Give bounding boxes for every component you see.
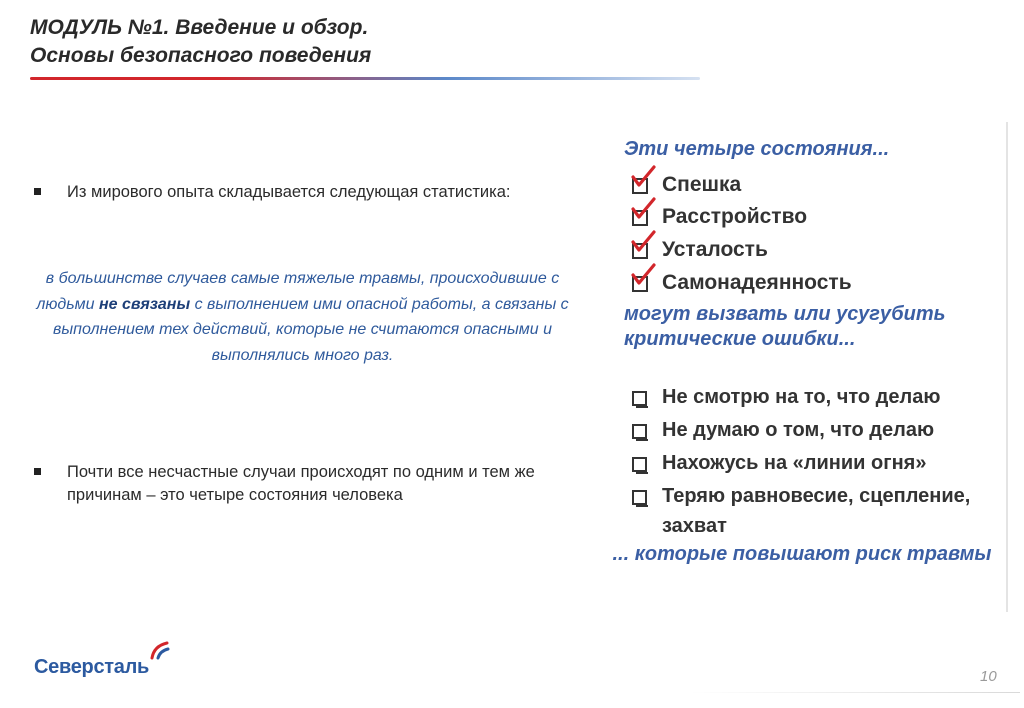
- state-label: Самонадеянность: [662, 271, 852, 294]
- error-item: [632, 382, 940, 412]
- error-item: [632, 415, 934, 445]
- slide-title: [30, 14, 371, 70]
- bullet-square-icon: [34, 188, 41, 195]
- bullet-square-icon: [34, 468, 41, 475]
- state-label: Спешка: [662, 173, 742, 196]
- error-label: Не думаю о том, что делаю: [662, 419, 935, 441]
- state-item: [632, 235, 768, 265]
- error-label: Нахожусь на «линии огня»: [662, 452, 927, 474]
- empty-checkbox-icon: [632, 490, 647, 505]
- title-underline: [30, 77, 700, 80]
- states-panel: [612, 122, 1008, 612]
- slide-title-line2: Основы безопасного поведения: [30, 44, 372, 67]
- statistics-quote: [20, 266, 585, 368]
- page-number: 10: [980, 668, 997, 685]
- error-item: [632, 448, 926, 478]
- bullet-statistics: [34, 181, 564, 204]
- panel-middle-text: могут вызвать или усугубить критические ошибки...: [624, 303, 946, 350]
- error-item: [632, 481, 992, 541]
- bullet-statistics-text: Из мирового опыта складывается следующая статистика:: [67, 183, 511, 201]
- empty-checkbox-icon: [632, 457, 647, 472]
- state-item: [632, 202, 807, 232]
- logo-text: Северсталь: [34, 656, 149, 678]
- footer-rule: [690, 692, 1020, 693]
- bullet-four-states: [34, 461, 564, 507]
- checkmark-icon: [630, 196, 658, 224]
- bullet-four-states-text: Почти все несчастные случаи происходят по одним и тем же причинам – это четыре состояния человека: [67, 463, 535, 504]
- state-label: Усталость: [662, 238, 768, 261]
- panel-footer-text: ... которые повышают риск травмы: [612, 543, 992, 565]
- checkmark-icon: [630, 229, 658, 257]
- quote-part1: в большинстве случаев самые тяжелые травмы, происходившие с людьми: [36, 270, 560, 313]
- checkmark-icon: [630, 164, 658, 192]
- quote-part2: с выполнением ими опасной работы, а связаны с выполнением тех действий, которые не считаются опасными и выполнялись много раз.: [53, 295, 569, 364]
- panel-heading: Эти четыре состояния...: [624, 138, 890, 160]
- checkmark-icon: [630, 262, 658, 290]
- empty-checkbox-icon: [632, 391, 647, 406]
- quote-emphasis: не связаны: [98, 295, 191, 313]
- slide-title-line1: МОДУЛЬ №1. Введение и обзор.: [30, 16, 369, 39]
- state-label: Расстройство: [662, 205, 808, 228]
- state-item: [632, 268, 852, 298]
- severstal-logo-icon: [150, 640, 170, 660]
- error-label: Теряю равновесие, сцепление, захват: [662, 485, 971, 537]
- error-label: Не смотрю на то, что делаю: [662, 386, 941, 408]
- empty-checkbox-icon: [632, 424, 647, 439]
